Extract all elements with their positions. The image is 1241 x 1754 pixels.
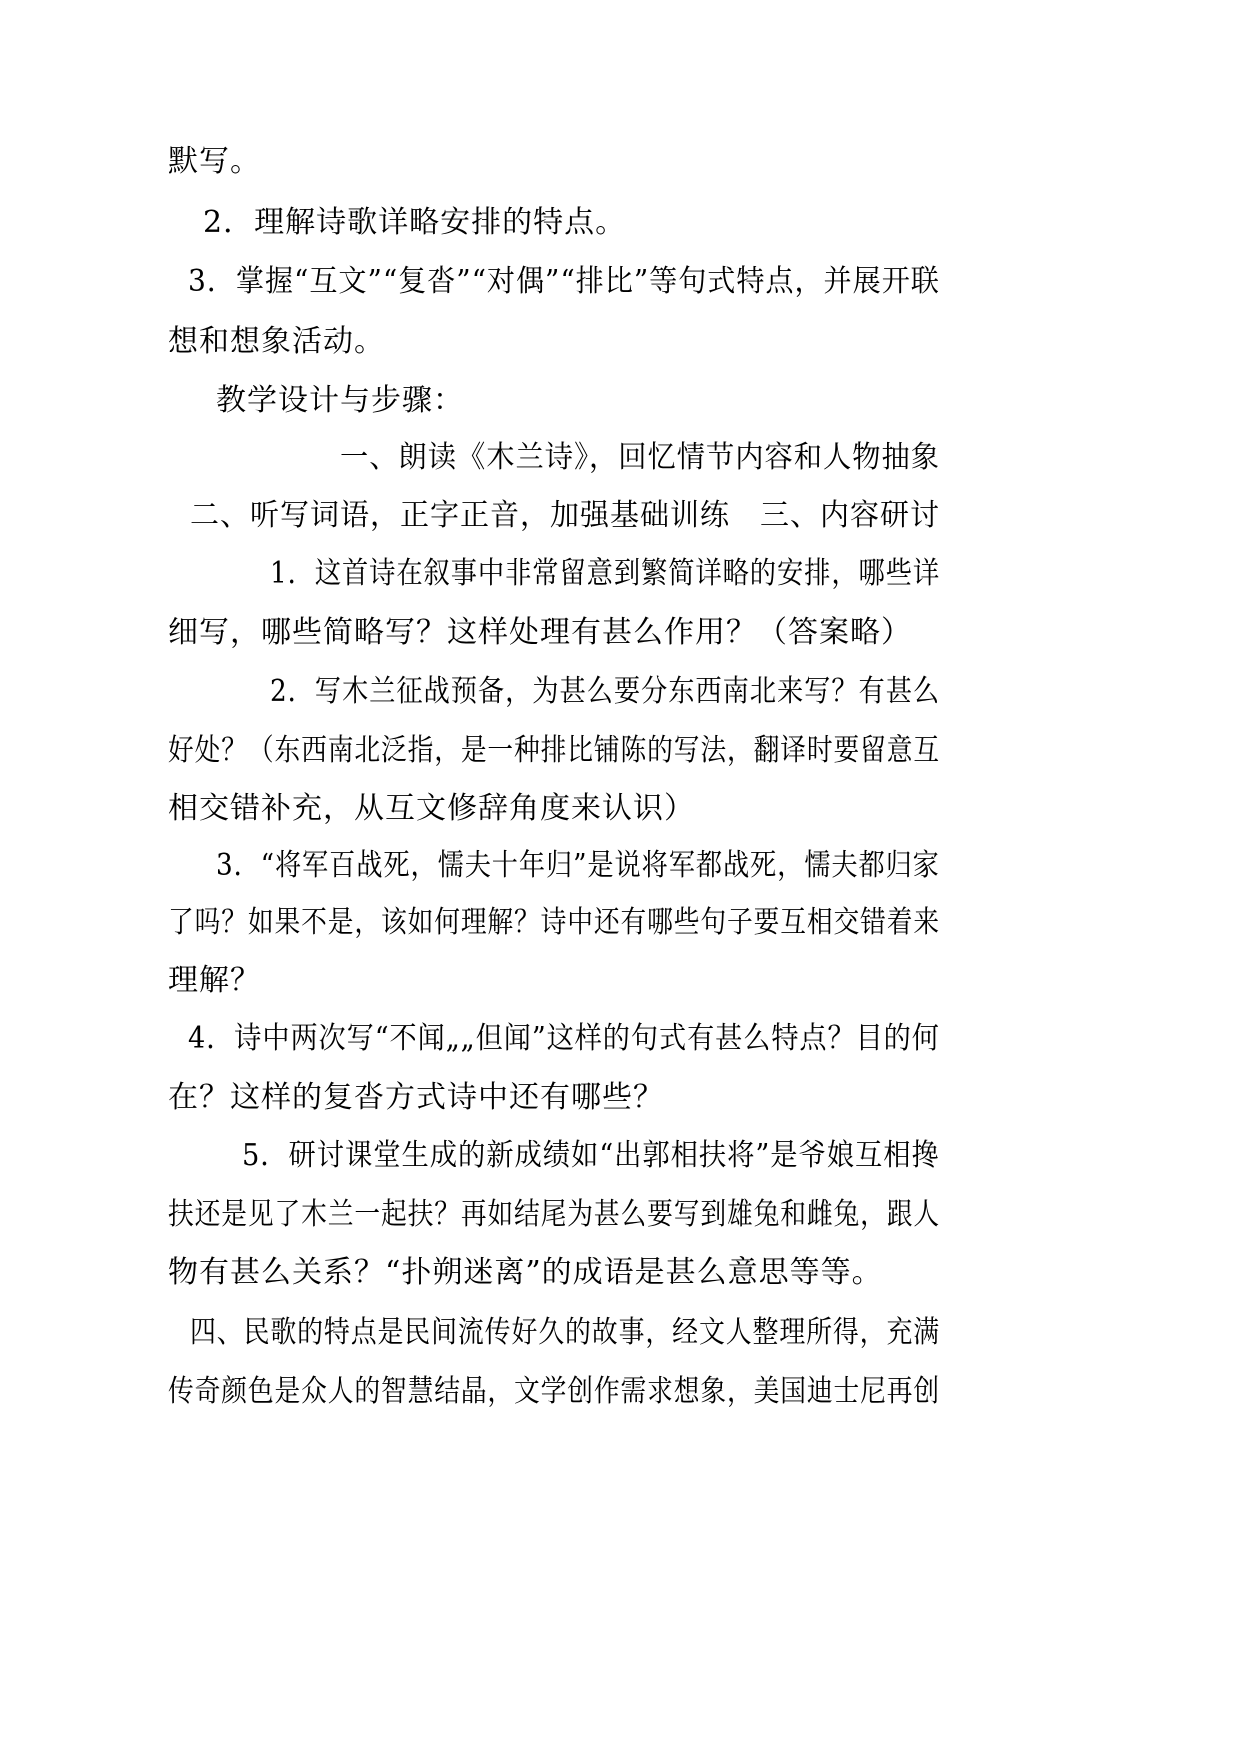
text-line-13: 3．“将军百战死，懦夫十年归”是说将军都战死，懦夫都归家 xyxy=(216,848,940,883)
text-line-1: 默写。 xyxy=(168,144,261,179)
text-line-2: 2．理解诗歌详略安排的特点。 xyxy=(203,205,627,240)
text-line-14: 了吗？如果不是，该如何理解？诗中还有哪些句子要互相交错着来 xyxy=(168,905,940,940)
text-line-6: 一、朗读《木兰诗》，回忆情节内容和人物抽象 xyxy=(340,440,941,475)
text-line-3: 3．掌握“互文”“复沓”“对偶”“排比”等句式特点，并展开联 xyxy=(188,264,940,299)
text-line-18: 5．研讨课堂生成的新成绩如“出郭相扶将”是爷娘互相搀 xyxy=(242,1138,940,1173)
text-line-15: 理解？ xyxy=(168,963,261,998)
text-line-7: 二、听写词语，正字正音，加强基础训练 三、内容研讨 xyxy=(190,498,940,533)
text-line-9: 细写，哪些简略写？这样处理有甚么作用？（答案略） xyxy=(168,615,912,650)
text-line-22: 传奇颜色是众人的智慧结晶，文学创作需求想象，美国迪士尼再创 xyxy=(168,1374,940,1409)
text-line-16: 4．诗中两次写“不闻„„但闻”这样的句式有甚么特点？目的何 xyxy=(188,1021,940,1056)
text-line-11: 好处？（东西南北泛指，是一种排比铺陈的写法，翻译时要留意互 xyxy=(168,733,940,768)
text-line-20: 物有甚么关系？“扑朔迷离”的成语是甚么意思等等。 xyxy=(168,1255,883,1290)
text-line-21: 四、民歌的特点是民间流传好久的故事，经文人整理所得，充满 xyxy=(190,1315,941,1350)
text-line-12: 相交错补充，从互文修辞角度来认识） xyxy=(168,791,695,826)
text-line-19: 扶还是见了木兰一起扶？再如结尾为甚么要写到雄兔和雌兔，跟人 xyxy=(168,1197,940,1232)
text-line-10: 2．写木兰征战预备，为甚么要分东西南北来写？有甚么 xyxy=(270,674,941,709)
text-line-4: 想和想象活动。 xyxy=(168,324,385,359)
text-line-17: 在？这样的复沓方式诗中还有哪些？ xyxy=(168,1080,664,1115)
text-line-5: 教学设计与步骤： xyxy=(216,383,464,418)
text-line-8: 1．这首诗在叙事中非常留意到繁简详略的安排，哪些详 xyxy=(270,556,941,591)
